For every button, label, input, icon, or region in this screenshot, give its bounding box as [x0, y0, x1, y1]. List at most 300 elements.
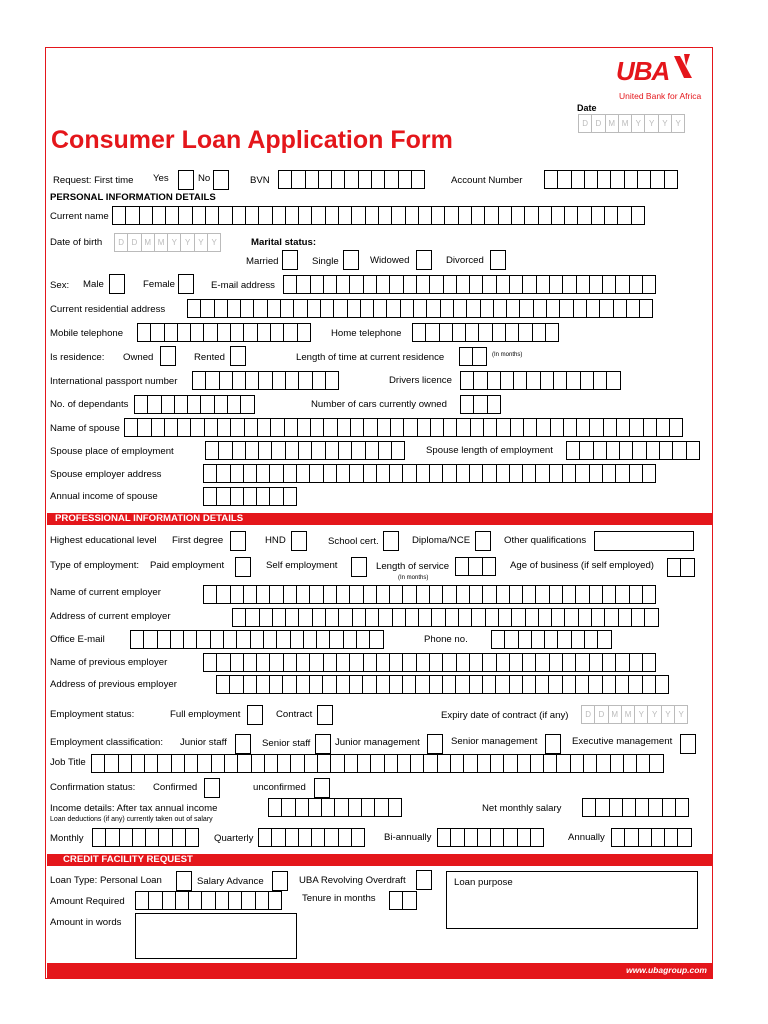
char-cell[interactable] [415, 675, 429, 694]
char-cell[interactable] [291, 170, 305, 189]
char-cell[interactable] [453, 299, 467, 318]
char-cell[interactable] [580, 371, 594, 390]
char-cell[interactable] [251, 754, 265, 773]
net-input[interactable] [582, 798, 689, 817]
char-cell[interactable] [297, 323, 311, 342]
char-cell[interactable] [161, 395, 175, 414]
char-cell[interactable] [336, 585, 350, 604]
char-cell[interactable] [378, 441, 392, 460]
char-cell[interactable] [338, 206, 352, 225]
char-cell[interactable] [363, 418, 377, 437]
char-cell[interactable] [405, 608, 419, 627]
char-cell[interactable] [540, 371, 554, 390]
char-cell[interactable] [204, 418, 218, 437]
char-cell[interactable] [164, 323, 178, 342]
char-cell[interactable] [595, 798, 609, 817]
char-cell[interactable] [258, 828, 272, 847]
char-cell[interactable] [582, 798, 596, 817]
char-cell[interactable] [298, 441, 312, 460]
char-cell[interactable] [586, 299, 600, 318]
char-cell[interactable] [589, 585, 603, 604]
char-cell[interactable] [606, 371, 620, 390]
char-cell[interactable] [157, 630, 171, 649]
char-cell[interactable] [245, 441, 259, 460]
char-cell[interactable] [538, 206, 552, 225]
char-cell[interactable] [535, 464, 549, 483]
char-cell[interactable] [675, 798, 689, 817]
loan-purpose-box[interactable] [446, 871, 698, 929]
char-cell[interactable] [418, 608, 432, 627]
monthly-input[interactable] [92, 828, 199, 847]
char-cell[interactable] [143, 630, 157, 649]
char-cell[interactable] [290, 630, 304, 649]
char-cell[interactable] [277, 754, 291, 773]
char-cell[interactable] [384, 754, 398, 773]
char-cell[interactable] [362, 675, 376, 694]
char-cell[interactable] [92, 828, 106, 847]
char-cell[interactable] [243, 675, 257, 694]
char-cell[interactable] [405, 206, 419, 225]
char-cell[interactable] [178, 206, 192, 225]
char-cell[interactable] [564, 206, 578, 225]
char-cell[interactable] [224, 754, 238, 773]
char-cell[interactable] [442, 585, 456, 604]
char-cell[interactable] [150, 323, 164, 342]
char-cell[interactable] [389, 275, 403, 294]
char-cell[interactable] [642, 675, 656, 694]
char-cell[interactable] [482, 585, 496, 604]
char-cell[interactable] [543, 754, 557, 773]
char-cell[interactable] [232, 371, 246, 390]
char-cell[interactable] [348, 798, 362, 817]
char-cell[interactable] [203, 585, 217, 604]
char-cell[interactable] [498, 206, 512, 225]
char-cell[interactable] [642, 653, 656, 672]
char-cell[interactable] [450, 828, 464, 847]
junior-mgmt-checkbox[interactable] [427, 734, 443, 754]
char-cell[interactable] [646, 441, 660, 460]
char-cell[interactable] [268, 891, 282, 910]
char-cell[interactable] [390, 418, 404, 437]
char-cell[interactable] [349, 585, 363, 604]
char-cell[interactable] [571, 630, 585, 649]
char-cell[interactable] [214, 299, 228, 318]
char-cell[interactable] [218, 441, 232, 460]
char-cell[interactable] [597, 170, 611, 189]
char-cell[interactable] [316, 630, 330, 649]
char-cell[interactable] [144, 754, 158, 773]
bvn-input[interactable] [278, 170, 425, 189]
char-cell[interactable] [642, 275, 656, 294]
char-cell[interactable] [215, 891, 229, 910]
char-cell[interactable] [124, 418, 138, 437]
char-cell[interactable] [285, 828, 299, 847]
char-cell[interactable] [437, 754, 451, 773]
char-cell[interactable] [243, 585, 257, 604]
char-cell[interactable] [216, 585, 230, 604]
char-cell[interactable] [311, 441, 325, 460]
char-cell[interactable] [659, 441, 673, 460]
char-cell[interactable] [553, 371, 567, 390]
char-cell[interactable] [388, 798, 402, 817]
char-cell[interactable] [482, 653, 496, 672]
char-cell[interactable] [442, 653, 456, 672]
char-cell[interactable] [490, 828, 504, 847]
char-cell[interactable] [456, 653, 470, 672]
char-cell[interactable] [609, 798, 623, 817]
char-cell[interactable] [639, 299, 653, 318]
char-cell[interactable] [283, 585, 297, 604]
char-cell[interactable] [190, 323, 204, 342]
char-cell[interactable] [296, 675, 310, 694]
char-cell[interactable] [589, 418, 603, 437]
char-cell[interactable] [258, 371, 272, 390]
char-cell[interactable] [237, 754, 251, 773]
char-cell[interactable] [318, 170, 332, 189]
cars-input[interactable] [460, 395, 501, 414]
char-cell[interactable] [509, 585, 523, 604]
char-cell[interactable] [336, 653, 350, 672]
char-cell[interactable] [336, 275, 350, 294]
first-degree-checkbox[interactable] [230, 531, 246, 551]
char-cell[interactable] [308, 798, 322, 817]
char-cell[interactable] [517, 754, 531, 773]
char-cell[interactable] [544, 630, 558, 649]
char-cell[interactable] [389, 675, 403, 694]
char-cell[interactable] [456, 585, 470, 604]
char-cell[interactable] [597, 630, 611, 649]
char-cell[interactable] [245, 206, 259, 225]
dob-input[interactable]: D D M M Y Y Y Y [114, 233, 221, 252]
char-cell[interactable] [577, 206, 591, 225]
char-cell[interactable] [205, 371, 219, 390]
char-cell[interactable] [369, 630, 383, 649]
char-cell[interactable] [505, 323, 519, 342]
char-cell[interactable] [460, 395, 474, 414]
char-cell[interactable] [473, 371, 487, 390]
char-cell[interactable] [450, 754, 464, 773]
char-cell[interactable] [655, 675, 669, 694]
char-cell[interactable] [509, 675, 523, 694]
char-cell[interactable] [418, 206, 432, 225]
char-cell[interactable] [269, 487, 283, 506]
char-cell[interactable] [350, 418, 364, 437]
char-cell[interactable] [624, 828, 638, 847]
char-cell[interactable] [602, 585, 616, 604]
char-cell[interactable] [218, 206, 232, 225]
char-cell[interactable] [214, 395, 228, 414]
char-cell[interactable] [311, 828, 325, 847]
char-cell[interactable] [105, 828, 119, 847]
char-cell[interactable] [571, 170, 585, 189]
char-cell[interactable] [363, 653, 377, 672]
char-cell[interactable] [439, 323, 453, 342]
char-cell[interactable] [338, 608, 352, 627]
char-cell[interactable] [664, 828, 678, 847]
char-cell[interactable] [310, 275, 324, 294]
char-cell[interactable] [282, 675, 296, 694]
current-name-input[interactable] [112, 206, 645, 225]
char-cell[interactable] [648, 798, 662, 817]
char-cell[interactable] [459, 347, 473, 366]
char-cell[interactable] [240, 395, 254, 414]
spouse-length-input[interactable] [566, 441, 700, 460]
char-cell[interactable] [429, 675, 443, 694]
char-cell[interactable] [573, 299, 587, 318]
home-input[interactable] [412, 323, 559, 342]
char-cell[interactable] [487, 371, 501, 390]
char-cell[interactable] [583, 754, 597, 773]
char-cell[interactable] [550, 418, 564, 437]
char-cell[interactable] [389, 464, 403, 483]
other-input[interactable] [594, 531, 694, 551]
char-cell[interactable] [402, 675, 416, 694]
char-cell[interactable] [490, 754, 504, 773]
char-cell[interactable] [466, 299, 480, 318]
char-cell[interactable] [284, 418, 298, 437]
char-cell[interactable] [575, 675, 589, 694]
char-cell[interactable] [263, 630, 277, 649]
char-cell[interactable] [511, 206, 525, 225]
char-cell[interactable] [392, 608, 406, 627]
char-cell[interactable] [162, 891, 176, 910]
char-cell[interactable] [410, 754, 424, 773]
char-cell[interactable] [104, 754, 118, 773]
dependants-input[interactable] [134, 395, 255, 414]
amount-input[interactable] [135, 891, 282, 910]
char-cell[interactable] [599, 299, 613, 318]
char-cell[interactable] [535, 675, 549, 694]
char-cell[interactable] [403, 275, 417, 294]
char-cell[interactable] [323, 653, 337, 672]
char-cell[interactable] [250, 630, 264, 649]
char-cell[interactable] [531, 630, 545, 649]
char-cell[interactable] [323, 464, 337, 483]
char-cell[interactable] [636, 754, 650, 773]
char-cell[interactable] [272, 608, 286, 627]
char-cell[interactable] [455, 557, 469, 576]
char-cell[interactable] [431, 206, 445, 225]
char-cell[interactable] [157, 754, 171, 773]
char-cell[interactable] [188, 891, 202, 910]
char-cell[interactable] [562, 464, 576, 483]
char-cell[interactable] [389, 653, 403, 672]
char-cell[interactable] [411, 170, 425, 189]
char-cell[interactable] [584, 170, 598, 189]
char-cell[interactable] [602, 675, 616, 694]
char-cell[interactable] [536, 275, 550, 294]
char-cell[interactable] [510, 418, 524, 437]
char-cell[interactable] [309, 675, 323, 694]
char-cell[interactable] [649, 754, 663, 773]
char-cell[interactable] [440, 299, 454, 318]
tenure-input[interactable] [389, 891, 417, 910]
char-cell[interactable] [511, 608, 525, 627]
char-cell[interactable] [378, 206, 392, 225]
char-cell[interactable] [118, 754, 132, 773]
char-cell[interactable] [370, 754, 384, 773]
char-cell[interactable] [615, 464, 629, 483]
char-cell[interactable] [227, 299, 241, 318]
char-cell[interactable] [470, 418, 484, 437]
char-cell[interactable] [617, 206, 631, 225]
email-input[interactable] [283, 275, 656, 294]
char-cell[interactable] [524, 206, 538, 225]
char-cell[interactable] [201, 891, 215, 910]
char-cell[interactable] [296, 464, 310, 483]
char-cell[interactable] [152, 206, 166, 225]
char-cell[interactable] [425, 323, 439, 342]
char-cell[interactable] [429, 464, 443, 483]
char-cell[interactable] [635, 798, 649, 817]
char-cell[interactable] [631, 206, 645, 225]
char-cell[interactable] [618, 608, 632, 627]
char-cell[interactable] [525, 608, 539, 627]
char-cell[interactable] [325, 206, 339, 225]
length-residence-input[interactable] [459, 347, 487, 366]
char-cell[interactable] [469, 675, 483, 694]
char-cell[interactable] [530, 828, 544, 847]
char-cell[interactable] [629, 464, 643, 483]
char-cell[interactable] [559, 299, 573, 318]
char-cell[interactable] [397, 754, 411, 773]
char-cell[interactable] [357, 754, 371, 773]
char-cell[interactable] [518, 630, 532, 649]
char-cell[interactable] [283, 323, 297, 342]
char-cell[interactable] [270, 323, 284, 342]
char-cell[interactable] [644, 608, 658, 627]
char-cell[interactable] [496, 464, 510, 483]
char-cell[interactable] [243, 653, 257, 672]
char-cell[interactable] [240, 299, 254, 318]
office-email-input[interactable] [130, 630, 384, 649]
char-cell[interactable] [164, 418, 178, 437]
char-cell[interactable] [442, 675, 456, 694]
char-cell[interactable] [503, 754, 517, 773]
char-cell[interactable] [165, 206, 179, 225]
char-cell[interactable] [651, 828, 665, 847]
char-cell[interactable] [496, 418, 510, 437]
char-cell[interactable] [280, 299, 294, 318]
char-cell[interactable] [365, 441, 379, 460]
char-cell[interactable] [312, 371, 326, 390]
widowed-checkbox[interactable] [416, 250, 432, 270]
char-cell[interactable] [272, 371, 286, 390]
char-cell[interactable] [504, 630, 518, 649]
age-business-input[interactable] [667, 558, 695, 577]
char-cell[interactable] [468, 557, 482, 576]
char-cell[interactable] [384, 170, 398, 189]
char-cell[interactable] [492, 323, 506, 342]
char-cell[interactable] [611, 828, 625, 847]
char-cell[interactable] [170, 630, 184, 649]
date-input[interactable]: D D M M Y Y Y Y [578, 114, 685, 133]
char-cell[interactable] [386, 299, 400, 318]
char-cell[interactable] [190, 418, 204, 437]
char-cell[interactable] [244, 418, 258, 437]
char-cell[interactable] [257, 323, 271, 342]
char-cell[interactable] [230, 464, 244, 483]
char-cell[interactable] [245, 371, 259, 390]
char-cell[interactable] [343, 630, 357, 649]
char-cell[interactable] [416, 653, 430, 672]
char-cell[interactable] [549, 653, 563, 672]
char-cell[interactable] [638, 828, 652, 847]
char-cell[interactable] [272, 206, 286, 225]
char-cell[interactable] [642, 464, 656, 483]
char-cell[interactable] [285, 608, 299, 627]
char-cell[interactable] [187, 299, 201, 318]
char-cell[interactable] [471, 608, 485, 627]
char-cell[interactable] [412, 323, 426, 342]
char-cell[interactable] [536, 418, 550, 437]
char-cell[interactable] [686, 441, 700, 460]
char-cell[interactable] [192, 371, 206, 390]
char-cell[interactable] [416, 464, 430, 483]
char-cell[interactable] [285, 441, 299, 460]
salary-adv-checkbox[interactable] [272, 871, 288, 891]
char-cell[interactable] [548, 675, 562, 694]
char-cell[interactable] [549, 464, 563, 483]
char-cell[interactable] [616, 418, 630, 437]
char-cell[interactable] [564, 608, 578, 627]
char-cell[interactable] [523, 418, 537, 437]
confirmed-checkbox[interactable] [204, 778, 220, 798]
char-cell[interactable] [351, 828, 365, 847]
char-cell[interactable] [227, 395, 241, 414]
char-cell[interactable] [172, 828, 186, 847]
hnd-checkbox[interactable] [291, 531, 307, 551]
char-cell[interactable] [566, 371, 580, 390]
char-cell[interactable] [402, 585, 416, 604]
char-cell[interactable] [119, 828, 133, 847]
char-cell[interactable] [463, 754, 477, 773]
char-cell[interactable] [331, 170, 345, 189]
char-cell[interactable] [171, 754, 185, 773]
char-cell[interactable] [312, 608, 326, 627]
char-cell[interactable] [562, 585, 576, 604]
char-cell[interactable] [365, 608, 379, 627]
char-cell[interactable] [519, 299, 533, 318]
spouse-addr-input[interactable] [203, 464, 656, 483]
char-cell[interactable] [532, 323, 546, 342]
char-cell[interactable] [629, 275, 643, 294]
char-cell[interactable] [496, 275, 510, 294]
char-cell[interactable] [522, 275, 536, 294]
exec-mgmt-checkbox[interactable] [680, 734, 696, 754]
char-cell[interactable] [278, 170, 292, 189]
char-cell[interactable] [130, 630, 144, 649]
char-cell[interactable] [132, 828, 146, 847]
char-cell[interactable] [623, 754, 637, 773]
char-cell[interactable] [296, 585, 310, 604]
char-cell[interactable] [478, 323, 492, 342]
char-cell[interactable] [472, 347, 486, 366]
male-checkbox[interactable] [109, 274, 125, 294]
char-cell[interactable] [477, 828, 491, 847]
char-cell[interactable] [305, 170, 319, 189]
char-cell[interactable] [197, 754, 211, 773]
senior-mgmt-checkbox[interactable] [545, 734, 561, 754]
char-cell[interactable] [429, 275, 443, 294]
mobile-input[interactable] [137, 323, 311, 342]
char-cell[interactable] [591, 206, 605, 225]
prev-addr-input[interactable] [216, 675, 669, 694]
char-cell[interactable] [622, 798, 636, 817]
spouse-name-input[interactable] [124, 418, 683, 437]
char-cell[interactable] [591, 608, 605, 627]
char-cell[interactable] [321, 798, 335, 817]
